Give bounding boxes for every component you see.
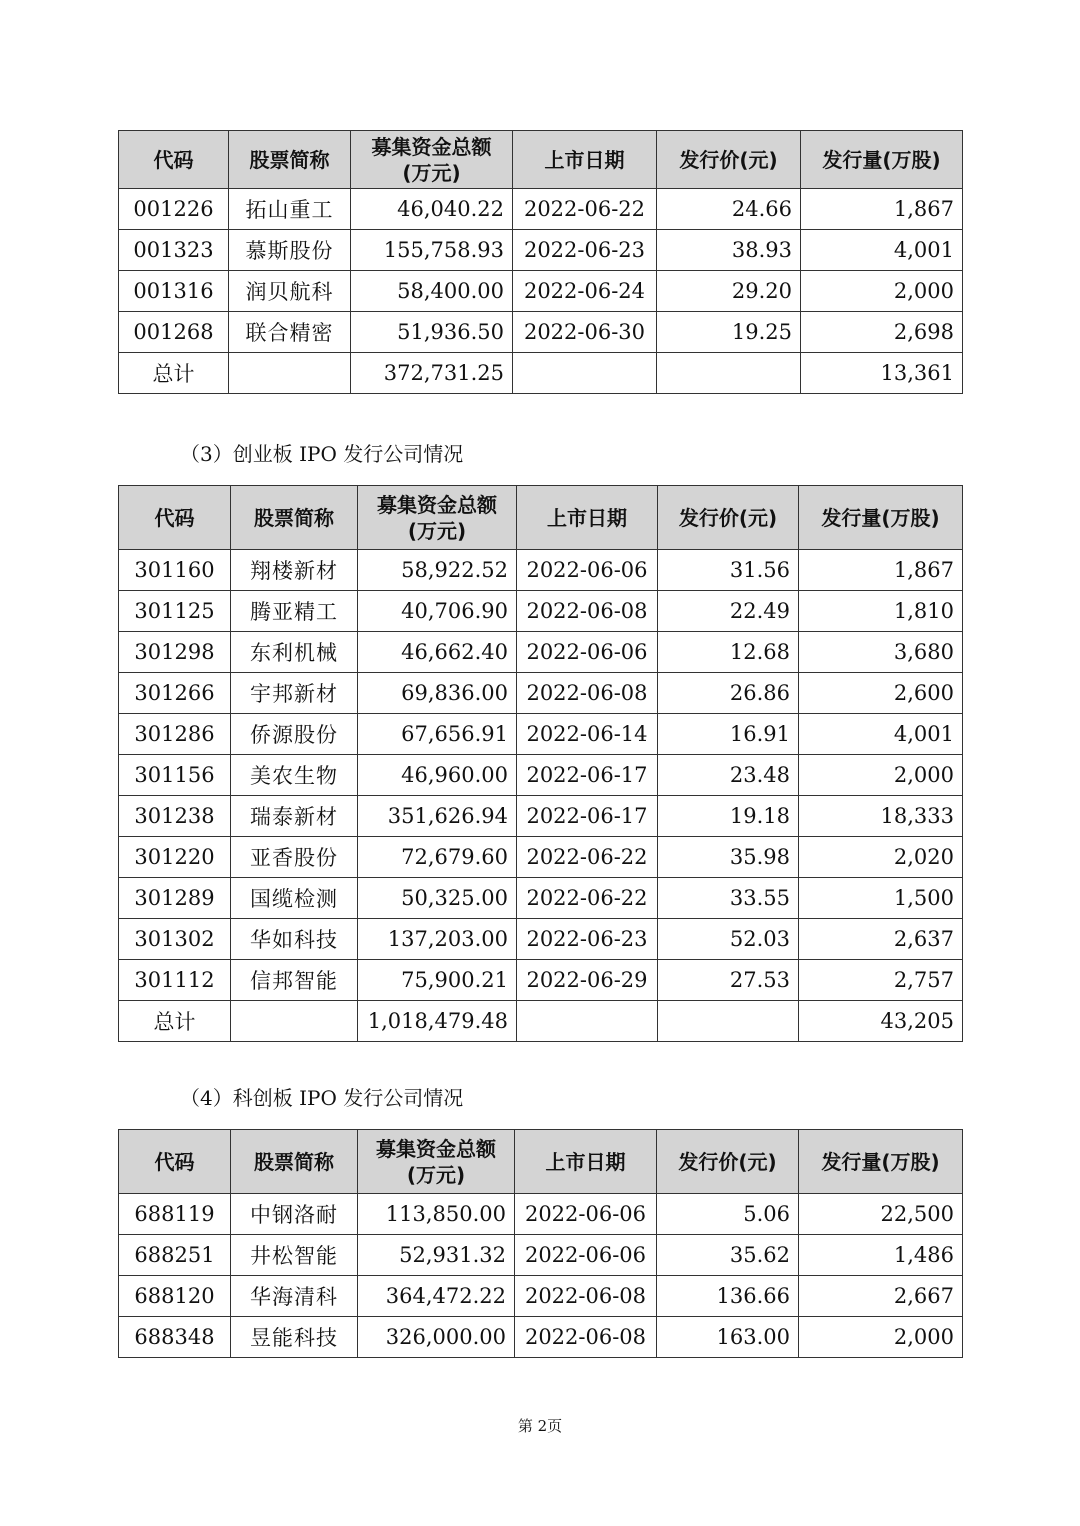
cell-issue-volume: 2,698 xyxy=(801,312,963,353)
cell-issue-volume: 2,667 xyxy=(799,1276,963,1317)
cell-raised-amount: 58,922.52 xyxy=(358,550,517,591)
cell-raised-amount: 113,850.00 xyxy=(358,1194,515,1235)
cell-code: 688348 xyxy=(119,1317,231,1358)
cell-name: 华海清科 xyxy=(231,1276,358,1317)
cell-issue-price: 24.66 xyxy=(657,189,801,230)
cell-listing-date: 2022-06-06 xyxy=(517,632,658,673)
cell-issue-volume: 2,637 xyxy=(799,919,963,960)
header-row xyxy=(119,131,963,189)
cell-code: 301286 xyxy=(119,714,231,755)
cell-issue-price: 19.18 xyxy=(658,796,799,837)
main-board-ipo-table xyxy=(118,130,963,394)
cell-name: 翔楼新材 xyxy=(231,550,358,591)
cell-issue-volume: 1,867 xyxy=(801,189,963,230)
header-listing-date: 上市日期 xyxy=(515,1130,657,1194)
cell-raised-amount: 72,679.60 xyxy=(358,837,517,878)
cell-listing-date: 2022-06-30 xyxy=(513,312,657,353)
table-row xyxy=(119,714,963,755)
cell-issue-volume: 2,000 xyxy=(799,755,963,796)
cell-name: 东利机械 xyxy=(231,632,358,673)
table-row xyxy=(119,796,963,837)
cell-raised-amount: 372,731.25 xyxy=(351,353,513,394)
header-listing-date: 上市日期 xyxy=(517,486,658,550)
cell-code: 301289 xyxy=(119,878,231,919)
table-row xyxy=(119,550,963,591)
cell-code: 301266 xyxy=(119,673,231,714)
cell-issue-price: 16.91 xyxy=(658,714,799,755)
star-market-ipo-table xyxy=(118,1129,963,1358)
cell-code: 001316 xyxy=(119,271,229,312)
cell-raised-amount: 52,931.32 xyxy=(358,1235,515,1276)
cell-name: 润贝航科 xyxy=(229,271,351,312)
cell-code: 301298 xyxy=(119,632,231,673)
cell-issue-price: 5.06 xyxy=(657,1194,799,1235)
cell-listing-date: 2022-06-08 xyxy=(517,591,658,632)
cell-code: 301125 xyxy=(119,591,231,632)
header-raised-amount: 募集资金总额 (万元) xyxy=(351,131,513,189)
cell-name: 信邦智能 xyxy=(231,960,358,1001)
cell-listing-date: 2022-06-08 xyxy=(515,1276,657,1317)
header-row xyxy=(119,1130,963,1194)
cell-issue-price: 163.00 xyxy=(657,1317,799,1358)
cell-raised-amount: 155,758.93 xyxy=(351,230,513,271)
cell-name: 国缆检测 xyxy=(231,878,358,919)
table-row xyxy=(119,1276,963,1317)
page-number: 第 2页 xyxy=(517,1417,563,1435)
cell-raised-amount: 46,662.40 xyxy=(358,632,517,673)
cell-name: 华如科技 xyxy=(231,919,358,960)
cell-issue-volume: 18,333 xyxy=(799,796,963,837)
cell-raised-amount: 351,626.94 xyxy=(358,796,517,837)
cell-raised-amount: 67,656.91 xyxy=(358,714,517,755)
chinext-ipo-table xyxy=(118,485,963,1042)
section-title-chinext: （3）创业板 IPO 发行公司情况 xyxy=(180,442,464,466)
cell-issue-price: 26.86 xyxy=(658,673,799,714)
cell-listing-date: 2022-06-08 xyxy=(515,1317,657,1358)
cell-name: 腾亚精工 xyxy=(231,591,358,632)
header-raised-amount: 募集资金总额 (万元) xyxy=(358,486,517,550)
header-issue-volume: 发行量(万股) xyxy=(799,1130,963,1194)
cell-listing-date: 2022-06-06 xyxy=(517,550,658,591)
header-name: 股票简称 xyxy=(231,486,358,550)
cell-issue-volume: 2,600 xyxy=(799,673,963,714)
cell-issue-volume: 2,020 xyxy=(799,837,963,878)
cell-issue-price: 38.93 xyxy=(657,230,801,271)
cell-issue-price: 19.25 xyxy=(657,312,801,353)
cell-issue-price: 35.98 xyxy=(658,837,799,878)
cell-name: 瑞泰新材 xyxy=(231,796,358,837)
cell-code: 688251 xyxy=(119,1235,231,1276)
cell-issue-price: 33.55 xyxy=(658,878,799,919)
cell-issue-volume: 22,500 xyxy=(799,1194,963,1235)
cell-issue-volume: 2,000 xyxy=(799,1317,963,1358)
cell-code: 001268 xyxy=(119,312,229,353)
table-row xyxy=(119,591,963,632)
table-row xyxy=(119,919,963,960)
cell-issue-price: 52.03 xyxy=(658,919,799,960)
cell-issue-volume: 1,867 xyxy=(799,550,963,591)
cell-issue-price: 27.53 xyxy=(658,960,799,1001)
cell-code: 总计 xyxy=(119,1001,231,1042)
table-row xyxy=(119,189,963,230)
header-raised-amount: 募集资金总额 (万元) xyxy=(358,1130,515,1194)
cell-raised-amount: 58,400.00 xyxy=(351,271,513,312)
table-row xyxy=(119,755,963,796)
total-row xyxy=(119,353,963,394)
cell-name: 中钢洛耐 xyxy=(231,1194,358,1235)
table-row xyxy=(119,1317,963,1358)
cell-name: 宇邦新材 xyxy=(231,673,358,714)
cell-listing-date xyxy=(517,1001,658,1042)
cell-code: 301160 xyxy=(119,550,231,591)
cell-code: 001323 xyxy=(119,230,229,271)
cell-raised-amount: 46,040.22 xyxy=(351,189,513,230)
cell-issue-volume: 2,000 xyxy=(801,271,963,312)
table-row xyxy=(119,1235,963,1276)
cell-raised-amount: 326,000.00 xyxy=(358,1317,515,1358)
header-issue-price: 发行价(元) xyxy=(657,1130,799,1194)
cell-code: 301220 xyxy=(119,837,231,878)
header-name: 股票简称 xyxy=(231,1130,358,1194)
cell-issue-volume: 43,205 xyxy=(799,1001,963,1042)
cell-listing-date: 2022-06-23 xyxy=(517,919,658,960)
table-row xyxy=(119,960,963,1001)
cell-issue-volume: 3,680 xyxy=(799,632,963,673)
cell-issue-volume: 13,361 xyxy=(801,353,963,394)
header-issue-price: 发行价(元) xyxy=(658,486,799,550)
cell-code: 688119 xyxy=(119,1194,231,1235)
cell-issue-volume: 4,001 xyxy=(801,230,963,271)
table-row xyxy=(119,230,963,271)
cell-raised-amount: 1,018,479.48 xyxy=(358,1001,517,1042)
cell-name: 联合精密 xyxy=(229,312,351,353)
cell-code: 688120 xyxy=(119,1276,231,1317)
cell-raised-amount: 40,706.90 xyxy=(358,591,517,632)
table-row xyxy=(119,1194,963,1235)
cell-code: 301112 xyxy=(119,960,231,1001)
cell-issue-price: 12.68 xyxy=(658,632,799,673)
cell-listing-date: 2022-06-17 xyxy=(517,755,658,796)
cell-code: 301156 xyxy=(119,755,231,796)
cell-raised-amount: 75,900.21 xyxy=(358,960,517,1001)
cell-name: 美农生物 xyxy=(231,755,358,796)
cell-issue-price: 31.56 xyxy=(658,550,799,591)
cell-listing-date: 2022-06-22 xyxy=(517,878,658,919)
cell-code: 301302 xyxy=(119,919,231,960)
header-code: 代码 xyxy=(119,131,229,189)
cell-name: 慕斯股份 xyxy=(229,230,351,271)
header-listing-date: 上市日期 xyxy=(513,131,657,189)
table-row xyxy=(119,673,963,714)
cell-name: 亚香股份 xyxy=(231,837,358,878)
cell-name: 昱能科技 xyxy=(231,1317,358,1358)
cell-raised-amount: 364,472.22 xyxy=(358,1276,515,1317)
cell-code: 301238 xyxy=(119,796,231,837)
cell-listing-date: 2022-06-29 xyxy=(517,960,658,1001)
total-row xyxy=(119,1001,963,1042)
cell-issue-price: 136.66 xyxy=(657,1276,799,1317)
cell-listing-date: 2022-06-22 xyxy=(517,837,658,878)
cell-issue-price: 23.48 xyxy=(658,755,799,796)
cell-name xyxy=(229,353,351,394)
cell-raised-amount: 46,960.00 xyxy=(358,755,517,796)
cell-raised-amount: 51,936.50 xyxy=(351,312,513,353)
cell-issue-price xyxy=(658,1001,799,1042)
cell-issue-volume: 1,500 xyxy=(799,878,963,919)
table-row xyxy=(119,837,963,878)
table-row xyxy=(119,271,963,312)
cell-issue-volume: 4,001 xyxy=(799,714,963,755)
cell-issue-price: 29.20 xyxy=(657,271,801,312)
cell-listing-date: 2022-06-23 xyxy=(513,230,657,271)
cell-listing-date xyxy=(513,353,657,394)
cell-issue-volume: 1,486 xyxy=(799,1235,963,1276)
header-issue-volume: 发行量(万股) xyxy=(801,131,963,189)
cell-listing-date: 2022-06-24 xyxy=(513,271,657,312)
cell-listing-date: 2022-06-06 xyxy=(515,1194,657,1235)
header-code: 代码 xyxy=(119,1130,231,1194)
cell-name: 拓山重工 xyxy=(229,189,351,230)
section-title-star-market: （4）科创板 IPO 发行公司情况 xyxy=(180,1086,464,1110)
cell-listing-date: 2022-06-14 xyxy=(517,714,658,755)
cell-listing-date: 2022-06-22 xyxy=(513,189,657,230)
cell-name xyxy=(231,1001,358,1042)
cell-raised-amount: 69,836.00 xyxy=(358,673,517,714)
cell-listing-date: 2022-06-08 xyxy=(517,673,658,714)
cell-code: 001226 xyxy=(119,189,229,230)
header-issue-volume: 发行量(万股) xyxy=(799,486,963,550)
header-issue-price: 发行价(元) xyxy=(657,131,801,189)
cell-issue-volume: 1,810 xyxy=(799,591,963,632)
cell-issue-price: 22.49 xyxy=(658,591,799,632)
cell-code: 总计 xyxy=(119,353,229,394)
table-row xyxy=(119,878,963,919)
header-code: 代码 xyxy=(119,486,231,550)
cell-issue-price xyxy=(657,353,801,394)
cell-name: 侨源股份 xyxy=(231,714,358,755)
cell-issue-volume: 2,757 xyxy=(799,960,963,1001)
header-row xyxy=(119,486,963,550)
cell-listing-date: 2022-06-06 xyxy=(515,1235,657,1276)
cell-issue-price: 35.62 xyxy=(657,1235,799,1276)
cell-raised-amount: 50,325.00 xyxy=(358,878,517,919)
cell-name: 井松智能 xyxy=(231,1235,358,1276)
cell-raised-amount: 137,203.00 xyxy=(358,919,517,960)
cell-listing-date: 2022-06-17 xyxy=(517,796,658,837)
header-name: 股票简称 xyxy=(229,131,351,189)
table-row xyxy=(119,312,963,353)
table-row xyxy=(119,632,963,673)
